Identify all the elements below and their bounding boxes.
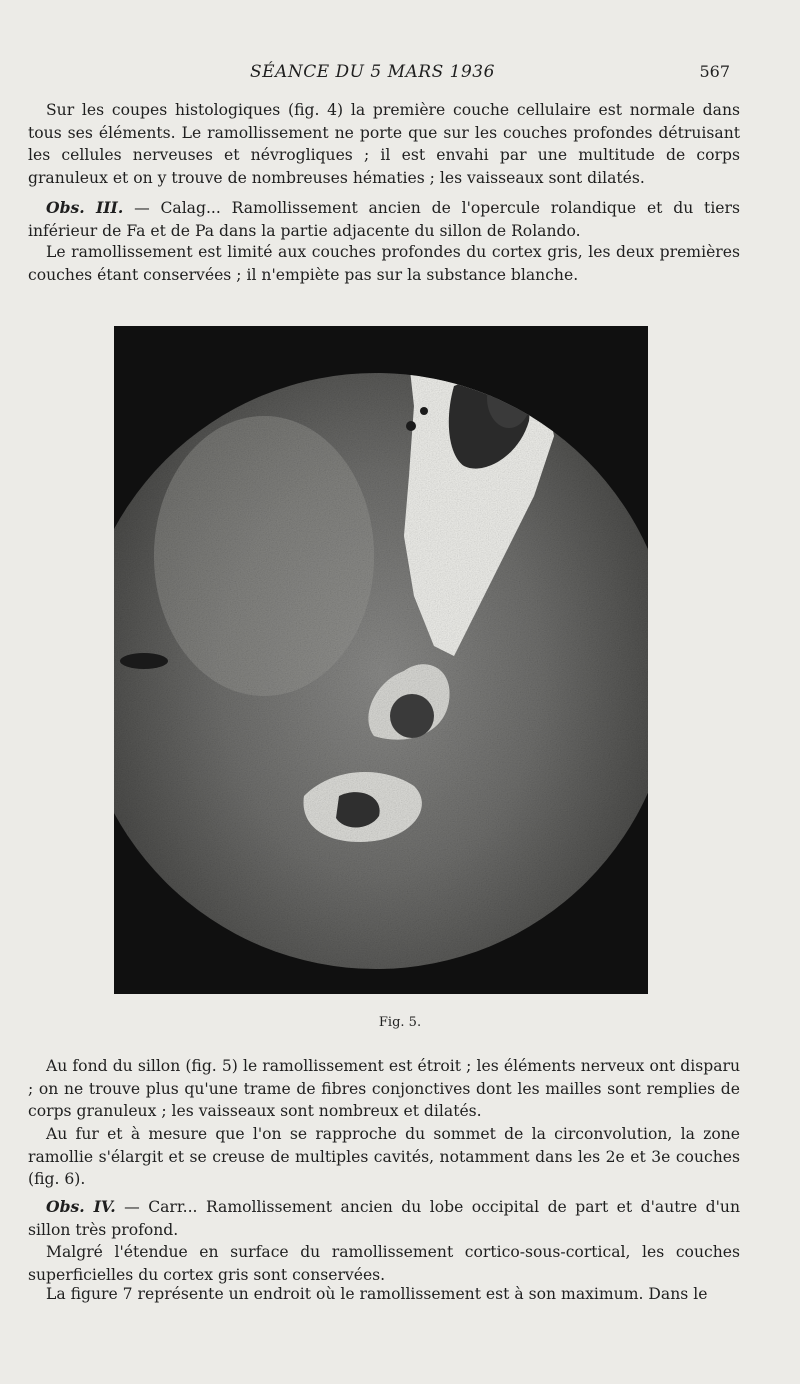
- paragraph-sulcus-depth: [28, 1055, 740, 1123]
- page-header: [0, 62, 800, 84]
- paragraph-text: — Calag... Ramollissement ancien de l'opercule rolandique et du tiers inférieur de Fa et de Pa dans la partie adjacente du sillon de Rolando.: [28, 199, 740, 240]
- figure-caption: Fig. 5.: [378, 1015, 422, 1030]
- paragraph-text: — Carr... Ramollissement ancien du lobe occipital de part et d'autre d'un sillon très profond.: [28, 1198, 740, 1239]
- paragraph-obs-3: [28, 197, 740, 242]
- paragraph-limits: [28, 241, 740, 286]
- paragraph-convolution: [28, 1123, 740, 1191]
- running-title: SÉANCE DU 5 MARS 1936: [250, 62, 495, 82]
- paragraph-text: Le ramollissement est limité aux couches profondes du cortex gris, les deux premières couches étant conservées ; il n'empiète pas sur la substance blanche.: [28, 243, 740, 284]
- paragraph-text: La figure 7 représente un endroit où le ramollissement est à son maximum. Dans le: [46, 1285, 708, 1303]
- paragraph-superficial-layers: [28, 1241, 740, 1286]
- observation-label: Obs. IV.: [46, 1197, 116, 1216]
- paragraph-figure-7: [28, 1283, 740, 1306]
- paragraph-obs-4: [28, 1196, 740, 1241]
- paragraph-text: Au fond du sillon (fig. 5) le ramollissement est étroit ; les éléments nerveux ont disparu ; on ne trouve plus qu'une trame de fibres conjonctives dont les mailles sont remplies de corps granuleux ; les vaisseaux sont nombreux et dilatés.: [28, 1057, 740, 1120]
- page-number: 567: [699, 62, 730, 81]
- paragraph-text: Sur les coupes histologiques (fig. 4) la première couche cellulaire est normale dans tous ses éléments. Le ramollissement ne porte que sur les couches profondes détruisant les cellules nerveuses et névrogliques ; il est envahi par une multitude de corps granuleux et on y trouve de nombreuses hématies ; les vaisseaux sont dilatés.: [28, 101, 740, 187]
- micrograph-figure: [114, 326, 648, 994]
- paragraph-text: Au fur et à mesure que l'on se rapproche du sommet de la circonvolution, la zone ramollie s'élargit et se creuse de multiples cavités, notamment dans les 2e et 3e couches (fig. 6).: [28, 1125, 740, 1188]
- paragraph-text: Malgré l'étendue en surface du ramollissement cortico-sous-cortical, les couches superficielles du cortex gris sont conservées.: [28, 1243, 740, 1284]
- micrograph-image: [114, 326, 648, 994]
- paragraph-histology: [28, 99, 740, 189]
- observation-label: Obs. III.: [46, 198, 124, 217]
